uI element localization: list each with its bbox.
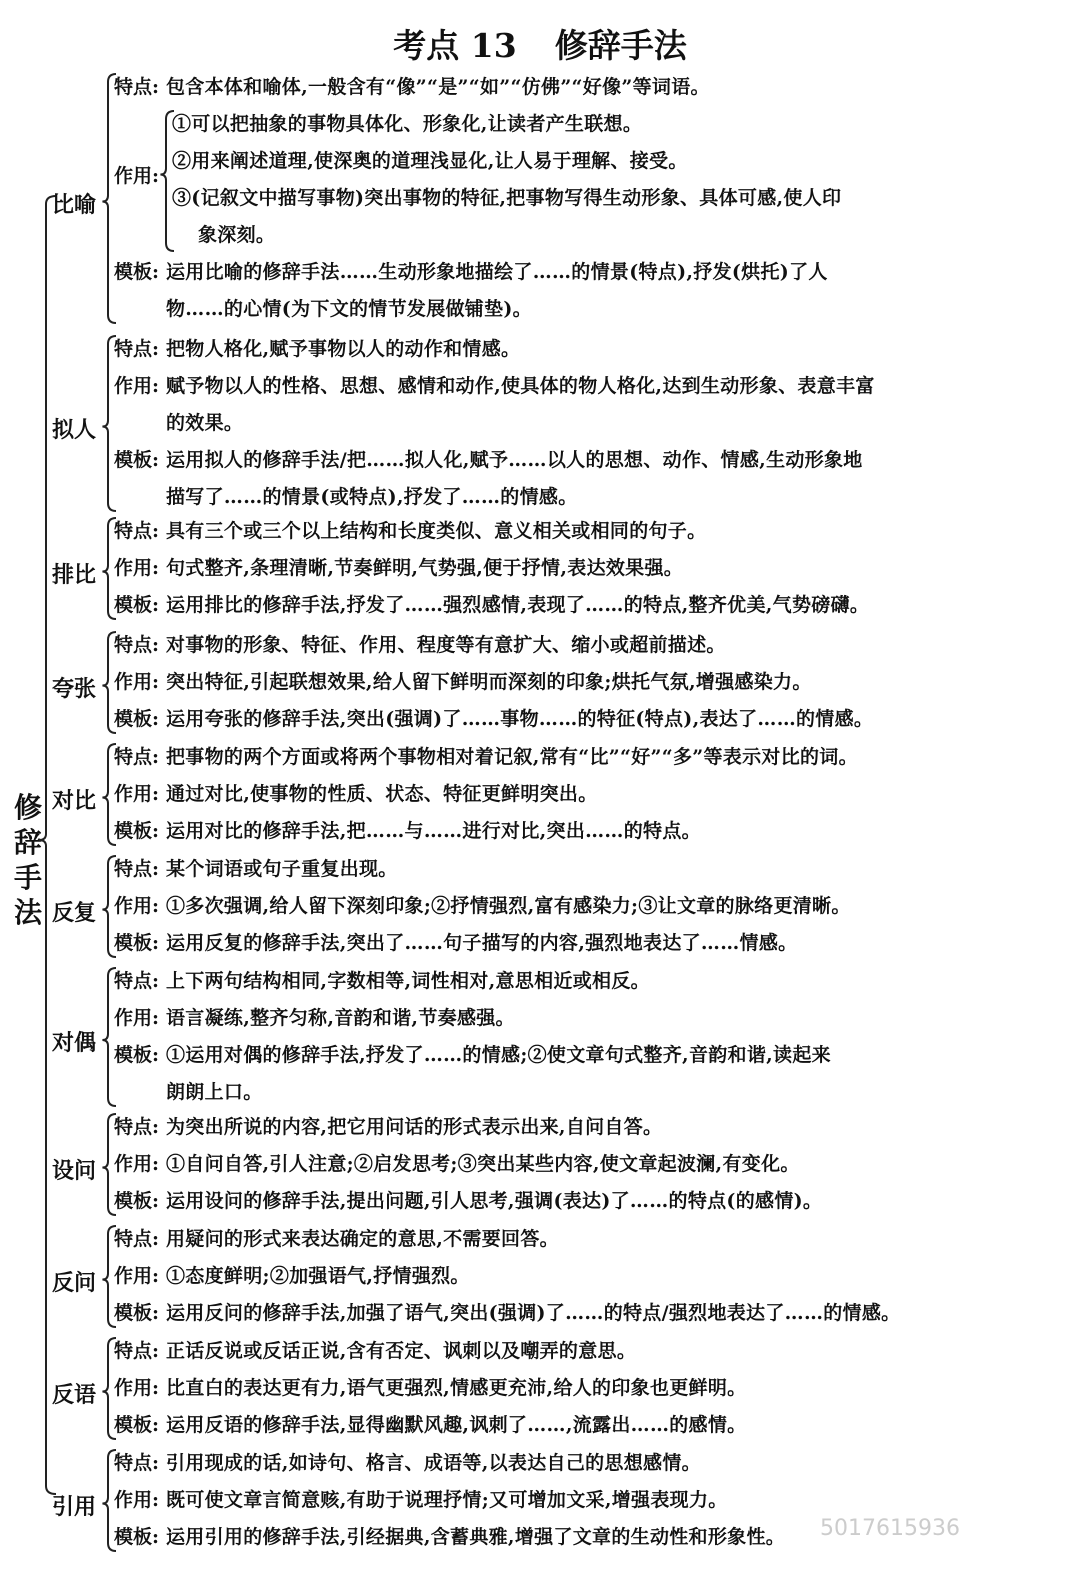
item-text-line: 运用拟人的修辞手法/把……拟人化,赋予……以人的思想、动作、情感,生动形象地 (166, 449, 863, 471)
item-label: 作用: (114, 1153, 160, 1175)
category-name: 反问 (52, 1269, 97, 1296)
item-text-line: 运用对比的修辞手法,把……与……进行对比,突出……的特点。 (166, 820, 701, 842)
brace-line (102, 336, 116, 511)
item-text-line: 运用排比的修辞手法,抒发了……强烈感情,表现了……的特点,整齐优美,气势磅礴。 (166, 594, 870, 616)
item-label: 特点: (114, 746, 160, 768)
item-label: 特点: (114, 634, 160, 656)
item-text-line: 具有三个或三个以上结构和长度类似、意义相关或相同的句子。 (166, 520, 707, 542)
item-text-line: 运用设问的修辞手法,提出问题,引人思考,强调(表达)了……的特点(的感情)。 (166, 1190, 823, 1212)
item-text-line: ①态度鲜明;②加强语气,抒情强烈。 (166, 1265, 470, 1287)
item-label: 模板: (114, 932, 160, 954)
item-label: 模板: (114, 261, 160, 283)
item-text-line: 描写了……的情景(或特点),抒发了……的情感。 (166, 486, 578, 508)
root-char: 法 (13, 896, 42, 929)
item-text-line: 运用比喻的修辞手法……生动形象地描绘了……的情景(特点),抒发(烘托)了人 (166, 261, 828, 283)
item-label: 特点: (114, 76, 160, 98)
item-text-line: 某个词语或句子重复出现。 (166, 858, 398, 880)
item-label: 模板: (114, 708, 160, 730)
item-text-line: 引用现成的话,如诗句、格言、成语等,以表达自己的思想感情。 (166, 1452, 701, 1474)
item-label: 特点: (114, 1228, 160, 1250)
category-name: 对比 (52, 787, 97, 814)
item-text-line: 上下两句结构相同,字数相等,词性相对,意思相近或相反。 (166, 970, 650, 992)
item-text-line: 句式整齐,条理清晰,节奏鲜明,气势强,便于抒情,表达效果强。 (166, 557, 684, 579)
category-name: 引用 (52, 1493, 97, 1520)
item-text-line: ①多次强调,给人留下深刻印象;②抒情强烈,富有感染力;③让文章的脉络更清晰。 (166, 895, 851, 917)
watermark: 5017615936 (820, 1516, 960, 1541)
item-text-line: ①可以把抽象的事物具体化、形象化,让读者产生联想。 (172, 113, 643, 135)
item-label: 特点: (114, 338, 160, 360)
category-name: 夸张 (52, 675, 97, 702)
item-text-line: 通过对比,使事物的性质、状态、特征更鲜明突出。 (166, 783, 598, 805)
item-label: 特点: (114, 1116, 160, 1138)
item-text-line: 运用反问的修辞手法,加强了语气,突出(强调)了……的特点/强烈地表达了……的情感。 (166, 1302, 901, 1324)
category-name: 拟人 (52, 416, 97, 443)
item-text-line: 的效果。 (166, 412, 244, 434)
item-text-line: 比直白的表达更有力,语气更强烈,情感更充沛,给人的印象也更鲜明。 (166, 1377, 747, 1399)
root-char: 辞 (13, 826, 42, 859)
category-name: 比喻 (52, 191, 97, 218)
item-text-line: 语言凝练,整齐匀称,音韵和谐,节奏感强。 (166, 1007, 515, 1029)
item-label: 作用: (114, 164, 160, 187)
item-text-line: 运用引用的修辞手法,引经据典,含蓄典雅,增强了文章的生动性和形象性。 (166, 1526, 786, 1548)
item-text-line: 把事物的两个方面或将两个事物相对着记叙,常有“比”“好”“多”等表示对比的词。 (166, 746, 858, 768)
item-label: 模板: (114, 1044, 160, 1066)
item-label: 模板: (114, 1190, 160, 1212)
category-name: 反语 (52, 1381, 97, 1408)
item-text-line: ①自问自答,引人注意;②启发思考;③突出某些内容,使文章起波澜,有变化。 (166, 1153, 800, 1175)
item-text-line: 把物人格化,赋予事物以人的动作和情感。 (166, 338, 521, 360)
item-text-line: 对事物的形象、特征、作用、程度等有意扩大、缩小或超前描述。 (166, 634, 726, 656)
item-label: 作用: (114, 1489, 160, 1511)
item-label: 特点: (114, 858, 160, 880)
item-text-line: 为突出所说的内容,把它用问话的形式表示出来,自问自答。 (166, 1116, 663, 1138)
item-label: 作用: (114, 783, 160, 805)
item-label: 模板: (114, 1302, 160, 1324)
item-text-line: 正话反说或反话正说,含有否定、讽刺以及嘲弄的意思。 (166, 1340, 637, 1362)
item-text-line: 运用夸张的修辞手法,突出(强调)了……事物……的特征(特点),表达了……的情感。 (166, 708, 874, 730)
category-name: 对偶 (52, 1030, 97, 1056)
item-label: 作用: (114, 1265, 160, 1287)
item-text-line: 突出特征,引起联想效果,给人留下鲜明而深刻的印象;烘托气氛,增强感染力。 (166, 671, 812, 693)
item-label: 作用: (114, 671, 160, 693)
item-label: 特点: (114, 970, 160, 992)
root-char: 修 (13, 791, 42, 824)
item-label: 模板: (114, 449, 160, 471)
item-text-line: 运用反语的修辞手法,显得幽默风趣,讽刺了……,流露出……的感情。 (166, 1414, 747, 1436)
item-label: 模板: (114, 594, 160, 616)
title-topic: 修辞手法 (554, 26, 687, 65)
item-text-line: 运用反复的修辞手法,突出了……句子描写的内容,强烈地表达了……情感。 (166, 932, 798, 954)
brace-line (39, 196, 56, 1494)
category-name: 反复 (52, 899, 97, 926)
item-text-line: 用疑问的形式来表达确定的意思,不需要回答。 (166, 1228, 559, 1250)
item-label: 作用: (114, 895, 160, 917)
item-label: 作用: (114, 557, 160, 579)
item-text-line: ①运用对偶的修辞手法,抒发了……的情感;②使文章句式整齐,音韵和谐,读起来 (166, 1044, 831, 1066)
item-label: 特点: (114, 1340, 160, 1362)
item-text-line: 赋予物以人的性格、思想、感情和动作,使具体的物人格化,达到生动形象、表意丰富 (166, 375, 875, 397)
item-text-line: 包含本体和喻体,一般含有“像”“是”“如”“仿佛”“好像”等词语。 (166, 76, 710, 98)
item-label: 模板: (114, 820, 160, 842)
item-label: 特点: (114, 1452, 160, 1474)
item-label: 模板: (114, 1414, 160, 1436)
item-text-line: 物……的心情(为下文的情节发展做铺垫)。 (166, 298, 532, 320)
item-label: 作用: (114, 1377, 160, 1399)
root-char: 手 (13, 861, 42, 894)
item-label: 作用: (114, 1007, 160, 1029)
item-text-line: 朗朗上口。 (166, 1081, 263, 1103)
category-name: 设问 (52, 1157, 97, 1184)
item-text-line: ③(记叙文中描写事物)突出事物的特征,把事物写得生动形象、具体可感,使人印 (172, 187, 842, 209)
category-name: 排比 (52, 561, 97, 588)
item-label: 作用: (114, 375, 160, 397)
item-label: 特点: (114, 520, 160, 542)
item-label: 模板: (114, 1526, 160, 1548)
item-text-line: 象深刻。 (198, 224, 276, 246)
brace-line (102, 74, 116, 323)
title-number: 考点 13 (393, 26, 517, 65)
item-text-line: ②用来阐述道理,使深奥的道理浅显化,让人易于理解、接受。 (172, 150, 688, 172)
item-text-line: 既可使文章言简意赅,有助于说理抒情;又可增加文采,增强表现力。 (166, 1489, 728, 1511)
